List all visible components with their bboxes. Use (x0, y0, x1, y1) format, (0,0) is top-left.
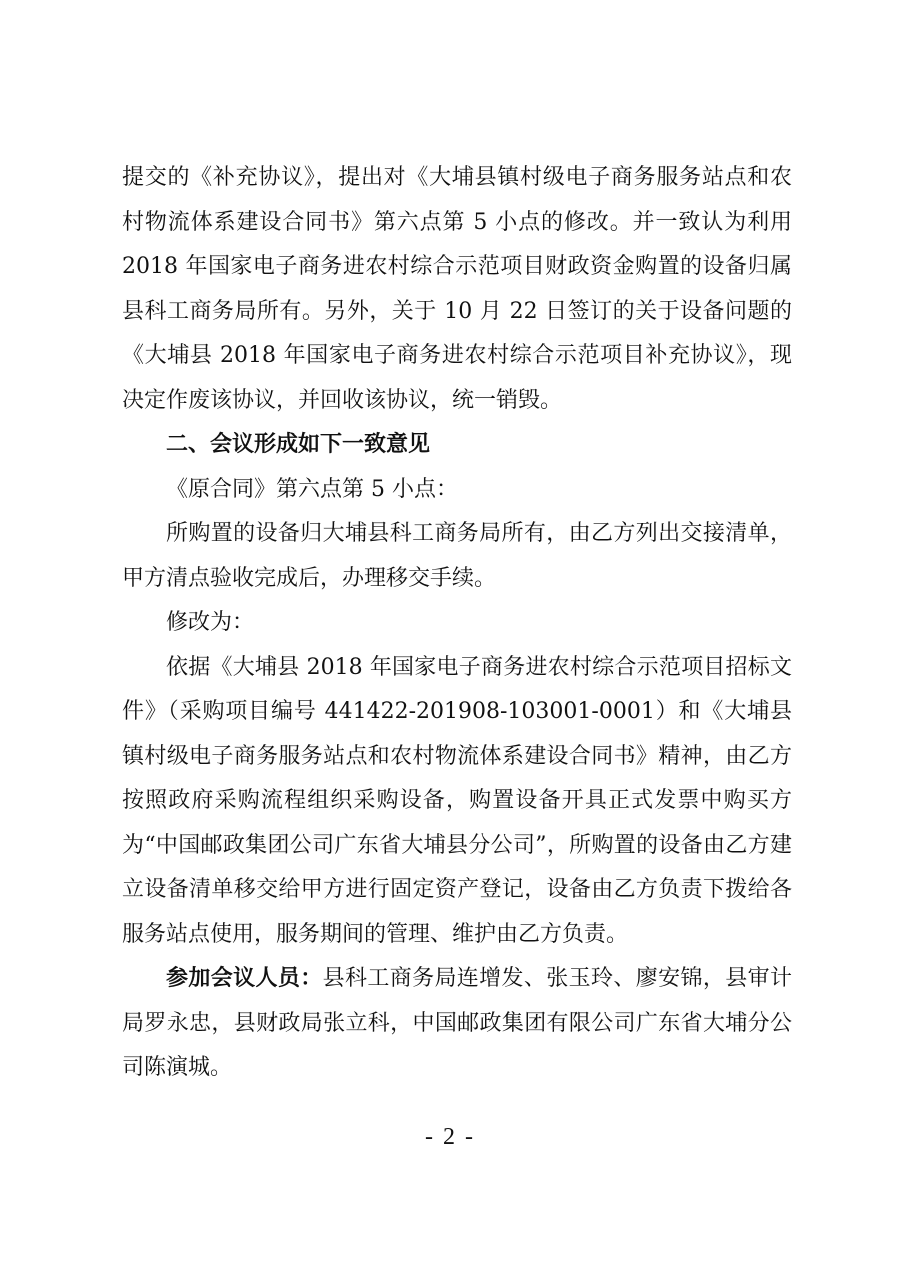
original-contract-text: 所购置的设备归大埔县科工商务局所有，由乙方列出交接清单，甲方清点验收完成后，办理移交手续。 (122, 521, 792, 591)
modify-label: 修改为： (166, 610, 255, 635)
attendees-label: 参加会议人员： (166, 966, 323, 991)
attendees-paragraph (122, 957, 792, 1091)
page-number: - 2 - (425, 1124, 475, 1150)
section-heading-consensus: 二、会议形成如下一致意见 (166, 432, 431, 457)
original-contract-reference: 《原合同》第六点第 5 小点： (166, 476, 458, 502)
modified-contract-text: 依据《大埔县 2018 年国家电子商务进农村综合示范项目招标文件》（采购项目编号 441422-201908-103001-0001）和《大埔县镇村级电子商务服务站点和农村物流体系建设合同书》精神，由乙方按照政府采购流程组织采购设备，购置设备开具正式发票中购买方为“中国邮政集团公司广东省大埔县分公司”，所购置的设备由乙方建立设备清单移交给甲方进行固定资产登记，设备由乙方负责下拨给各服务站点使用，服务期间的管理、维护由乙方负责。 (122, 654, 792, 947)
document-body (122, 156, 792, 1091)
paragraph-supplement-agreement: 提交的《补充协议》，提出对《大埔县镇村级电子商务服务站点和农村物流体系建设合同书》第六点第 5 小点的修改。并一致认为利用 2018 年国家电子商务进农村综合示范项目财政资金购置的设备归属县科工商务局所有。另外，关于 10 月 22 日签订的关于设备问题的《大埔县 2018 年国家电子商务进农村综合示范项目补充协议》，现决定作废该协议，并回收该协议，统一销毁。 (122, 165, 792, 413)
attendees-list: 县科工商务局连增发、张玉玲、廖安锦，县审计局罗永忠，县财政局张立科，中国邮政集团有限公司广东省大埔分公司陈演城。 (122, 966, 792, 1080)
